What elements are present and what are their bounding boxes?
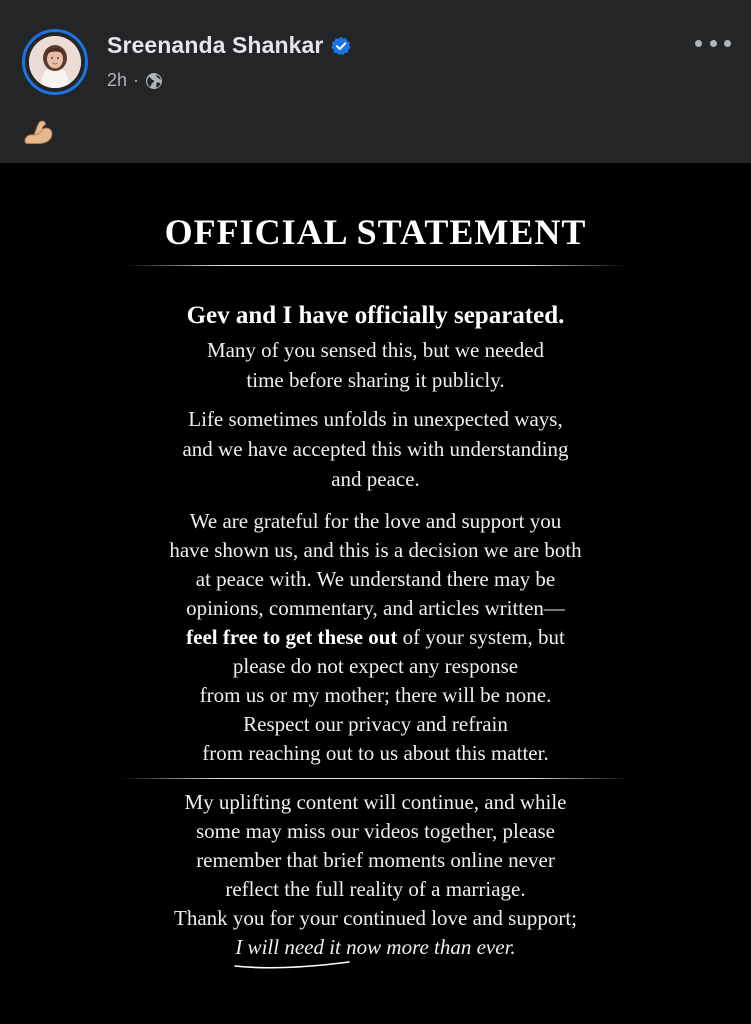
statement-line [0,622,751,652]
story-ring[interactable] [22,29,88,95]
author-row [107,32,351,59]
author-name[interactable]: Sreenanda Shankar [107,32,324,58]
section-divider [120,778,630,779]
statement-line: please do not expect any response [232,654,519,678]
emphasis-text: feel free to get these out [186,625,398,649]
verified-badge-icon [331,36,351,56]
statement-image [0,163,751,1024]
underlined-text: I will need it [235,935,341,959]
title-divider [125,265,625,266]
statement-line: time before sharing it publicly. [246,368,505,392]
statement-line-tail: now more than ever. [340,935,516,959]
statement-line: Respect our privacy and refrain [243,712,508,736]
more-dot [695,40,702,47]
meta-separator: · [133,70,140,90]
more-dot [710,40,717,47]
more-dot [724,40,731,47]
statement-line: have shown us, and this is a decision we are both [169,538,582,562]
statement-line: opinions, commentary, and articles written— [186,596,565,620]
statement-line: some may miss our videos together, please [196,819,555,843]
statement-line: and peace. [331,467,420,491]
post-meta [107,70,163,91]
statement-line: Many of you sensed this, but we needed [206,338,545,362]
globe-icon [145,72,163,90]
statement-line: We are grateful for the love and support you [189,509,562,533]
flexed-biceps-emoji [22,116,54,148]
statement-line [0,932,751,962]
statement-line: Thank you for your continued love and support; [174,906,577,930]
statement-line: Life sometimes unfolds in unexpected ways, [188,407,563,431]
statement-line: My uplifting content will continue, and while [184,790,567,814]
post-header [0,0,751,163]
statement-line: at peace with. We understand there may be [195,567,556,591]
statement-line: and we have accepted this with understanding [182,437,569,461]
more-options-button[interactable] [695,34,731,52]
statement-line: Gev and I have officially separated. [186,302,565,329]
statement-title: OFFICIAL STATEMENT [164,212,587,252]
statement-line: from reaching out to us about this matter. [202,741,549,765]
underline-swoosh [233,960,351,970]
avatar[interactable] [29,36,81,88]
statement-line: reflect the full reality of a marriage. [225,877,526,901]
post-time[interactable]: 2h [107,70,128,90]
underlined-phrase [235,932,341,962]
statement-line: from us or my mother; there will be none. [199,683,552,707]
avatar-image [29,36,81,88]
statement-line: remember that brief moments online never [196,848,555,872]
statement-line-tail: of your system, but [397,625,565,649]
